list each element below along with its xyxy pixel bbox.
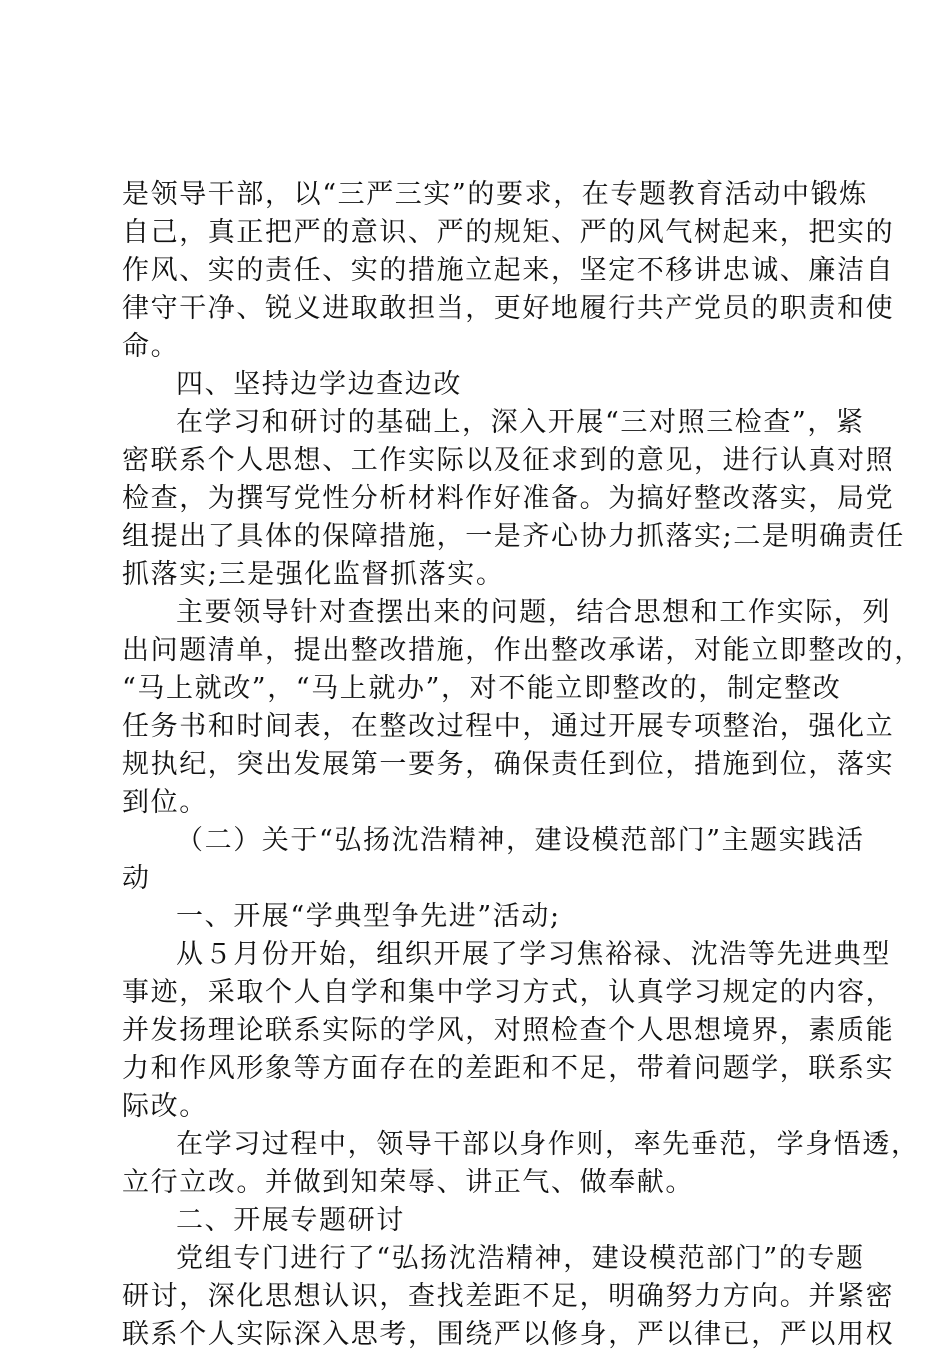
text-line: 到位。 (122, 787, 208, 818)
text-line: 命。 (122, 331, 180, 362)
section-heading: 四、坚持边学边查边改 (176, 369, 462, 400)
section-heading: 一、开展“学典型争先进”活动; (176, 901, 561, 932)
text-line: 并发扬理论联系实际的学风，对照检查个人思想境界，素质能 (122, 1015, 895, 1046)
text-line: 党组专门进行了“弘扬沈浩精神，建设模范部门”的专题 (176, 1243, 865, 1274)
section-heading: （二）关于“弘扬沈浩精神，建设模范部门”主题实践活 (176, 825, 865, 856)
section-heading: 二、开展专题研讨 (176, 1205, 405, 1236)
text-line: 律守干净、锐义进取敢担当，更好地履行共产党员的职责和使 (122, 293, 895, 324)
text-line: 密联系个人思想、工作实际以及征求到的意见，进行认真对照 (122, 445, 895, 476)
text-line: 主要领导针对查摆出来的问题，结合思想和工作实际，列 (176, 597, 891, 628)
text-line: 抓落实;三是强化监督抓落实。 (122, 559, 505, 590)
text-line: 检查，为撰写党性分析材料作好准备。为搞好整改落实，局党 (122, 483, 895, 514)
text-line: 自己，真正把严的意识、严的规矩、严的风气树起来，把实的 (122, 217, 895, 248)
text-line: 出问题清单，提出整改措施，作出整改承诺，对能立即整改的， (122, 635, 923, 666)
text-line: 作风、实的责任、实的措施立起来，坚定不移讲忠诚、廉洁自 (122, 255, 895, 286)
text-line: 力和作风形象等方面存在的差距和不足，带着问题学，联系实 (122, 1053, 895, 1084)
text-line: 研讨，深化思想认识，查找差距不足，明确努力方向。并紧密 (122, 1281, 895, 1312)
text-line: 任务书和时间表，在整改过程中，通过开展专项整治，强化立 (122, 711, 895, 742)
text-line: 在学习和研讨的基础上，深入开展“三对照三检查”，紧 (176, 407, 865, 438)
text-line: 规执纪，突出发展第一要务，确保责任到位，措施到位，落实 (122, 749, 895, 780)
text-line: “马上就改”，“马上就办”，对不能立即整改的，制定整改 (122, 673, 842, 704)
text-line: 际改。 (122, 1091, 208, 1122)
section-heading: 动 (122, 863, 151, 894)
text-line: 事迹，采取个人自学和集中学习方式，认真学习规定的内容， (122, 977, 895, 1008)
text-line: 立行立改。并做到知荣辱、讲正气、做奉献。 (122, 1167, 694, 1198)
text-line: 是领导干部，以“三严三实”的要求，在专题教育活动中锻炼 (122, 179, 868, 210)
text-line: 联系个人实际深入思考，围绕严以修身，严以律已，严以用权 (122, 1319, 895, 1350)
text-line: 在学习过程中，领导干部以身作则，率先垂范，学身悟透， (176, 1129, 920, 1160)
text-line: 从５月份开始，组织开展了学习焦裕禄、沈浩等先进典型 (176, 939, 891, 970)
text-line: 组提出了具体的保障措施，一是齐心协力抓落实;二是明确责任 (122, 521, 905, 552)
